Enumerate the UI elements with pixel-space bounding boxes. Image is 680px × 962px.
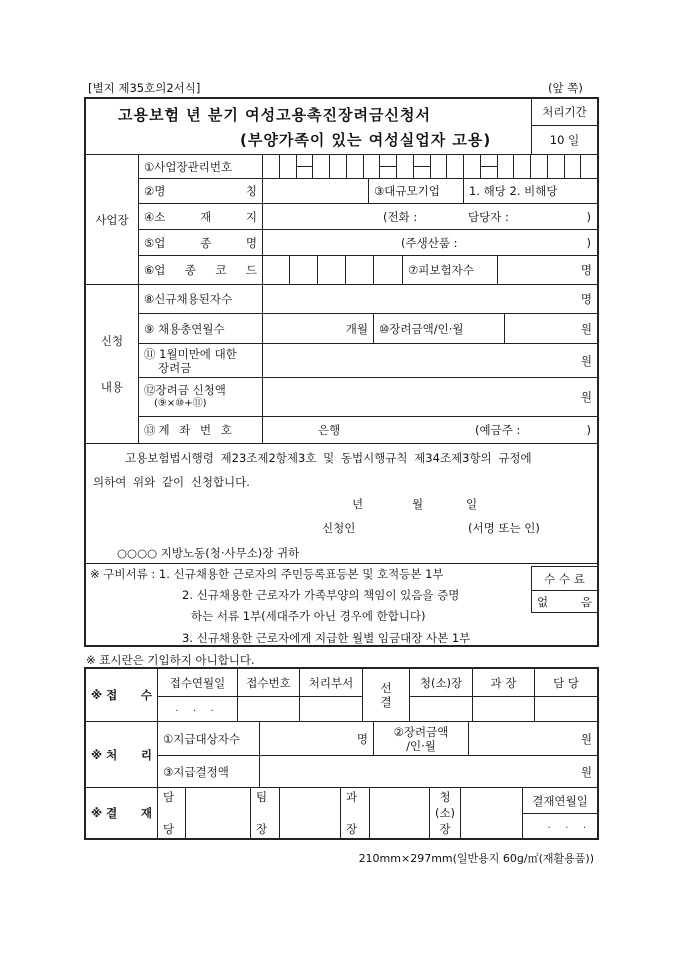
section-head-label: 과 장 (472, 668, 535, 697)
total-label (138, 377, 263, 417)
label-part: (소) (434, 806, 456, 820)
mgmt-no-label: ①사업장관리번호 (138, 154, 263, 179)
code-box[interactable] (373, 255, 403, 285)
office-note: ※ 표시란은 기입하지 아니합니다. (86, 653, 255, 667)
recv-no-input[interactable] (237, 696, 300, 722)
mgmt-no-hyphen (413, 166, 430, 167)
label-part: 장려금 (158, 360, 192, 375)
date-year: 년 (352, 497, 364, 511)
statement-line1: 고용보험법시행령 제23조제2항제3호 및 동법시행규칙 제34조제3항의 규정에 (125, 451, 532, 465)
rate-input[interactable] (504, 313, 598, 344)
date-day: 일 (466, 497, 478, 511)
total-input[interactable] (262, 377, 598, 417)
label-part: /인·월 (406, 738, 436, 753)
label-part: ②장려금액 (393, 724, 449, 739)
mgmt-no-box-divider (279, 154, 280, 178)
label-part: 지 (245, 209, 257, 224)
account-label: ⑬계 좌 번 호 (138, 416, 263, 444)
addressee: ○○○○ 지방노동(청·사무소)장 귀하 (117, 546, 300, 560)
docs-line3: 하는 서류 1부(세대주가 아닌 경우에 한합니다) (191, 609, 426, 623)
label-part: ※ 처 (91, 747, 118, 762)
label-part: 당 (163, 822, 175, 836)
approve-date-input[interactable]: . . . (522, 813, 598, 839)
paren-close: ) (586, 235, 591, 250)
label-part: 장 (256, 822, 268, 836)
dept-input[interactable] (299, 696, 363, 722)
unit: 원 (580, 731, 592, 746)
docs-line4: 3. 신규채용한 근로자에게 지급한 월별 임금대장 사본 1부 (182, 631, 471, 645)
label-part: ②명 (144, 184, 166, 198)
name-label (138, 178, 263, 204)
office-rate-label (373, 721, 469, 756)
period-value: 10 일 (531, 125, 598, 155)
address-input[interactable] (262, 203, 598, 230)
section-head-sign[interactable] (472, 696, 535, 722)
label-part: 명 (245, 235, 257, 250)
approver-team-sign[interactable] (279, 787, 341, 839)
count-input[interactable] (259, 721, 374, 756)
mgmt-no-hyphen (379, 166, 396, 167)
decided-label: ③지급결정액 (157, 755, 260, 788)
approve-date-label: 결재연월일 (522, 787, 598, 814)
form-title: 고용보험 년 분기 여성고용촉진장려금신청서 (118, 106, 431, 124)
mgmt-no-box-divider (530, 154, 531, 178)
label-part: 청 (439, 790, 451, 804)
decided-input[interactable] (259, 755, 598, 788)
hired-label: ⑧신규채용된자수 (138, 284, 263, 314)
applicant-label: 신청인 (322, 521, 356, 535)
apply-section-label (85, 284, 139, 444)
unit: 명 (580, 263, 592, 277)
unit: 원 (580, 390, 592, 404)
large-company-label: ③대규모기업 (368, 178, 464, 204)
label-part: 수 (140, 688, 152, 702)
address-label (138, 203, 263, 230)
approver-team-label (250, 787, 280, 839)
months-label: ⑨ 채용총연월수 (138, 313, 263, 344)
mgmt-no-hyphen (480, 166, 497, 167)
account-input[interactable] (262, 416, 598, 444)
approver-section-sign[interactable] (369, 787, 430, 839)
recv-date-label: 접수연월일 (157, 668, 238, 697)
label-part: 선 (380, 681, 392, 695)
mgmt-no-box-divider (463, 154, 464, 178)
recv-date-input[interactable]: . . . (157, 696, 238, 722)
approver-staff-label (157, 787, 186, 839)
label-part: 종 (200, 235, 212, 250)
holder-label: (예금주 : (475, 423, 521, 437)
sign-label: (서명 또는 인) (468, 521, 540, 535)
label-part: 종 (184, 263, 196, 277)
mgmt-no-box-divider (346, 154, 347, 178)
months-input[interactable] (262, 313, 374, 344)
industry-input[interactable] (262, 229, 598, 256)
label-part: ⑪ 1월미만에 대한 (144, 346, 237, 361)
docs-line1: ※ 구비서류 : 1. 신규채용한 근로자의 주민등록표등본 및 호적등본 1부 (90, 567, 444, 581)
label-part: 드 (245, 263, 257, 277)
label-part: 담 (163, 790, 175, 804)
large-company-options[interactable]: 1. 해당 2. 비해당 (463, 178, 598, 204)
label-part: 재 (140, 806, 152, 820)
code-box[interactable] (345, 255, 374, 285)
unit: 원 (580, 353, 592, 368)
label-part: 과 (346, 790, 358, 804)
form-number: [별지 제35호의2서식] (88, 81, 201, 95)
label-part: 리 (140, 747, 152, 762)
bank-label: 은행 (318, 423, 341, 437)
manager-label: 담당자 : (468, 209, 509, 224)
product-label: (주생산품 : (401, 235, 458, 250)
chief-label: 청(소)장 (409, 668, 473, 697)
code-box[interactable] (262, 255, 290, 285)
approver-chief-sign[interactable] (460, 787, 523, 839)
insured-input[interactable] (497, 255, 598, 285)
mgmt-no-box-divider (363, 154, 364, 178)
label-part: 재 (200, 209, 212, 224)
approve-label (85, 787, 158, 839)
label-part: 결 (380, 695, 392, 709)
pre-approval-label (362, 668, 410, 722)
industry-code-label (138, 255, 263, 285)
industry-label (138, 229, 263, 256)
dept-label: 처리부서 (299, 668, 363, 697)
insured-label: ⑦피보험자수 (402, 255, 498, 285)
unit: 원 (580, 321, 592, 336)
label-part: ④소 (144, 209, 166, 224)
label-part: 신청 (100, 334, 124, 348)
label-part: ⑫장려금 신청액 (144, 383, 226, 397)
label-part: ⑤업 (144, 235, 166, 250)
label-part: 팀 (256, 790, 268, 804)
mgmt-no-box-divider (580, 154, 581, 178)
name-input[interactable] (262, 178, 369, 204)
unit: 명 (356, 731, 368, 746)
label-part: (⑨×⑩+⑪) (154, 398, 207, 409)
page-side: (앞 쪽) (548, 81, 583, 95)
phone-label: (전화 : (383, 209, 418, 224)
count-label: ①지급대상자수 (157, 721, 260, 756)
statement-line2: 의하여 위와 같이 신청합니다. (93, 475, 250, 489)
form-subtitle: (부양가족이 있는 여성실업자 고용) (240, 131, 492, 149)
mgmt-no-box-divider (446, 154, 447, 178)
label-part: 코 (215, 263, 227, 277)
period-label: 처리기간 (531, 98, 598, 126)
unit: 원 (580, 764, 592, 779)
label-part: 장 (346, 822, 358, 836)
staff-sign[interactable] (534, 696, 598, 722)
label-part: ⑥업 (144, 263, 166, 277)
mgmt-no-box-divider (564, 154, 565, 178)
code-box[interactable] (317, 255, 346, 285)
mgmt-no-hyphen (296, 166, 313, 167)
date-month: 월 (412, 497, 424, 511)
label-part: ※ 접 (91, 688, 118, 702)
process-label (85, 721, 158, 788)
fee-value (531, 590, 598, 613)
unit: 명 (580, 292, 592, 306)
receipt-label (85, 668, 158, 722)
paren-close: ) (586, 209, 591, 224)
paper-spec: 210mm×297mm(일반용지 60g/㎡(재활용품)) (358, 852, 594, 865)
approver-staff-sign[interactable] (185, 787, 251, 839)
under1-input[interactable] (262, 343, 598, 378)
chief-sign[interactable] (409, 696, 473, 722)
hired-input[interactable] (262, 284, 598, 314)
recv-no-label: 접수번호 (237, 668, 300, 697)
label-part: 음 (580, 594, 592, 609)
staff-label: 담 당 (534, 668, 598, 697)
docs-line2: 2. 신규채용한 근로자가 가족부양의 책임이 있음을 증명 (182, 588, 460, 602)
approver-chief-label (429, 787, 461, 839)
fee-label: 수 수 료 (531, 566, 598, 591)
code-box[interactable] (289, 255, 318, 285)
under1-label (138, 343, 263, 378)
paren-close: ) (586, 423, 591, 437)
office-rate-input[interactable] (468, 721, 598, 756)
label-part: 칭 (245, 184, 257, 198)
business-section-label: 사업장 (85, 154, 139, 285)
mgmt-no-box-divider (547, 154, 548, 178)
approver-section-label (340, 787, 370, 839)
mgmt-no-box-divider (513, 154, 514, 178)
label-part: 없 (537, 594, 549, 609)
label-part: ※ 결 (91, 806, 118, 820)
mgmt-no-box-divider (329, 154, 330, 178)
label-part: 장 (439, 822, 451, 836)
rate-label: ⑩장려금액/인·월 (373, 313, 505, 344)
label-part: 내용 (100, 380, 124, 394)
unit: 개월 (345, 321, 368, 336)
